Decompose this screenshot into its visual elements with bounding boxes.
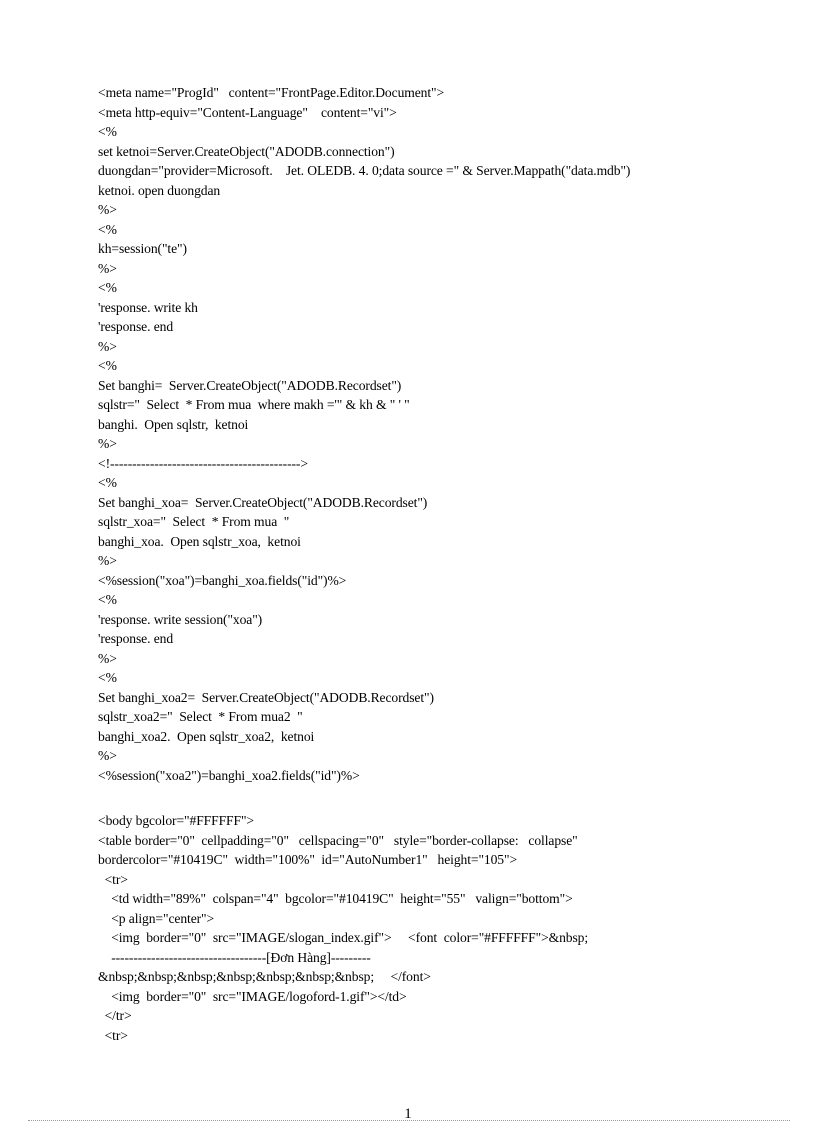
code-line: %> — [98, 650, 117, 666]
code-line: <td width="89%" colspan="4" bgcolor="#10419C" height="55" valign="bottom"> — [98, 891, 573, 906]
code-line — [98, 785, 788, 811]
code-line: <img border="0" src="IMAGE/slogan_index.gif"> <font color="#FFFFFF">&nbsp; — [98, 930, 589, 945]
code-line: Set banghi= Server.CreateObject("ADODB.Recordset") — [98, 377, 402, 393]
code-line: <% — [98, 221, 117, 237]
code-line: %> — [98, 748, 117, 763]
code-line: <%session("xoa")=banghi_xoa.fields("id")%> — [98, 572, 347, 588]
code-line: 'response. write session("xoa") — [98, 611, 263, 627]
code-line: Set banghi_xoa= Server.CreateObject("ADODB.Recordset") — [98, 494, 428, 510]
page-number: 1 — [404, 1106, 412, 1122]
code-line: <% — [98, 358, 117, 373]
code-line: sqlstr=" Select * From mua where makh ='" & kh & " ' " — [98, 397, 410, 412]
code-line: banghi_xoa2. Open sqlstr_xoa2, ketnoi — [98, 728, 315, 744]
code-line: <%session("xoa2")=banghi_xoa2.fields("id")%> — [98, 767, 360, 783]
code-line: sqlstr_xoa2=" Select * From mua2 " — [98, 709, 303, 724]
code-line: duongdan="provider=Microsoft. Jet. OLEDB. 4. 0;data source =" & Server.Mappath("data.mdb") — [98, 163, 631, 178]
code-line: ketnoi. open duongdan — [98, 182, 221, 198]
page-footer — [0, 1106, 816, 1123]
code-line: %> — [98, 436, 117, 451]
code-line: <% — [98, 280, 117, 295]
code-line: set ketnoi=Server.CreateObject("ADODB.connection") — [98, 143, 395, 159]
code-line: 'response. end — [98, 631, 174, 646]
code-line: <body bgcolor="#FFFFFF"> — [98, 813, 254, 828]
code-line: <meta http-equiv="Content-Language" content="vi"> — [98, 104, 397, 120]
code-line: &nbsp;&nbsp;&nbsp;&nbsp;&nbsp;&nbsp;&nbsp; </font> — [98, 969, 431, 984]
code-line: <% — [98, 592, 117, 607]
code-line: %> — [98, 553, 117, 568]
code-line: 'response. end — [98, 319, 174, 334]
code-line: </tr> — [98, 1008, 132, 1023]
code-line: <% — [98, 124, 117, 139]
code-line: <p align="center"> — [98, 910, 215, 926]
source-code-block — [98, 83, 788, 1045]
code-line: kh=session("te") — [98, 241, 187, 256]
code-line: <table border="0" cellpadding="0" cellspacing="0" style="border-collapse: collapse" — [98, 832, 578, 848]
code-line: <tr> — [98, 871, 128, 887]
code-line: Set banghi_xoa2= Server.CreateObject("ADODB.Recordset") — [98, 689, 434, 705]
code-line: %> — [98, 260, 117, 276]
code-line: sqlstr_xoa=" Select * From mua " — [98, 514, 290, 529]
code-line: <!-------------------------------------------> — [98, 455, 308, 471]
code-line: -----------------------------------[Đơn Hàng]--------- — [98, 949, 371, 965]
code-line: <meta name="ProgId" content="FrontPage.Editor.Document"> — [98, 85, 445, 100]
code-line: <% — [98, 475, 117, 490]
code-line: banghi_xoa. Open sqlstr_xoa, ketnoi — [98, 533, 301, 549]
code-line: %> — [98, 202, 117, 217]
code-line: bordercolor="#10419C" width="100%" id="AutoNumber1" height="105"> — [98, 852, 518, 867]
code-line: %> — [98, 338, 117, 354]
code-line: <img border="0" src="IMAGE/logoford-1.gif"></td> — [98, 988, 407, 1004]
code-line: 'response. write kh — [98, 299, 198, 315]
code-line: banghi. Open sqlstr, ketnoi — [98, 416, 249, 432]
code-line: <tr> — [98, 1027, 128, 1043]
code-line: <% — [98, 670, 117, 685]
